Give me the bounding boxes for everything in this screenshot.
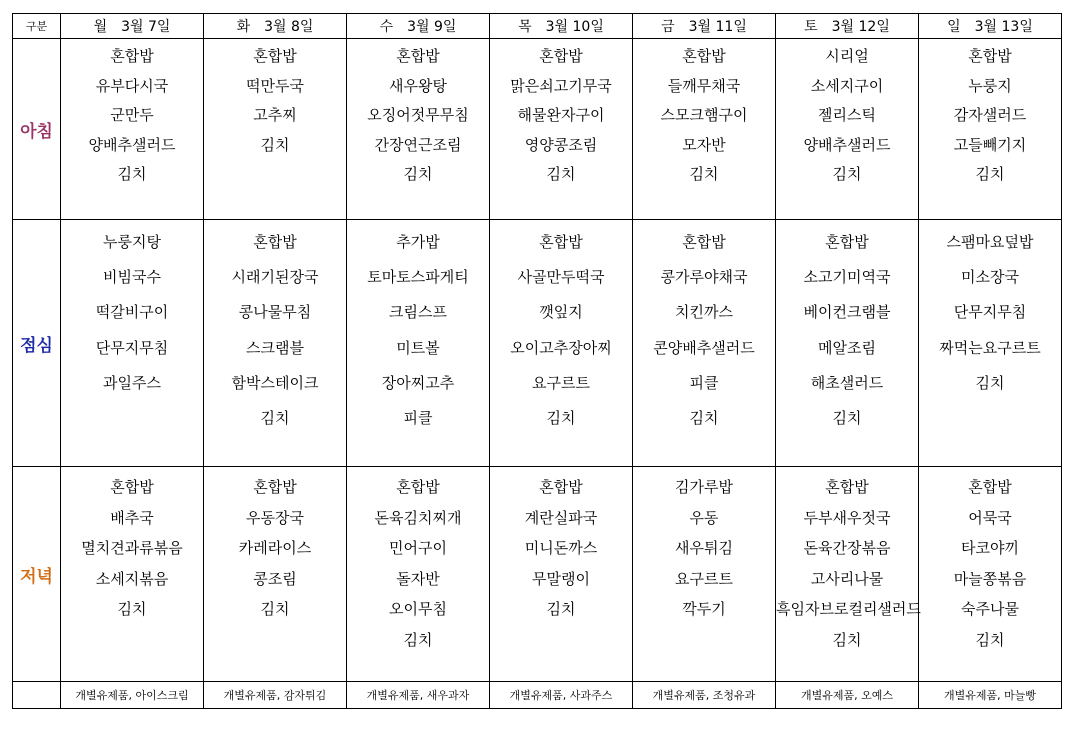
menu-item: 김치	[546, 408, 576, 427]
menu-item: 미트볼	[396, 338, 440, 357]
header-row	[13, 14, 1062, 39]
menu-item: 김치	[260, 135, 290, 154]
header-corner: 구분	[13, 14, 61, 39]
menu-list	[776, 467, 921, 656]
menu-list	[633, 467, 775, 625]
menu-item: 콘양배추샐러드	[653, 338, 755, 357]
menu-item: 스크램블	[246, 338, 304, 357]
day-header-wed	[347, 14, 490, 39]
menu-item: 소세지구이	[810, 76, 884, 95]
menu-item: 흑임자브로컬리샐러드	[776, 600, 921, 619]
menu-item: 배추국	[110, 508, 154, 527]
day-date: 3월 9일	[407, 19, 457, 35]
menu-item: 고추찌	[253, 106, 297, 125]
day-header-mon	[61, 14, 204, 39]
menu-list	[61, 467, 203, 625]
menu-item: 소세지볶음	[95, 569, 169, 588]
menu-item: 스팸마요덮밥	[946, 233, 1034, 251]
menu-item: 단무지무침	[953, 303, 1027, 322]
menu-list	[633, 220, 775, 436]
menu-item: 들깨무채국	[667, 76, 741, 95]
menu-list	[204, 467, 346, 625]
lunch-cell	[204, 220, 347, 467]
menu-item: 카레라이스	[238, 539, 312, 558]
dinner-cell	[347, 467, 490, 682]
menu-item: 우동장국	[246, 508, 304, 527]
snack-cell: 개별유제품, 감자튀김	[204, 682, 347, 709]
menu-item: 오이무침	[389, 600, 447, 619]
dinner-row	[13, 467, 1062, 682]
menu-item: 콩조림	[253, 569, 297, 588]
menu-item: 누룽지	[968, 76, 1012, 95]
day-name: 수	[379, 19, 394, 35]
menu-item: 짜먹는요구르트	[939, 338, 1041, 357]
menu-item: 떡갈비구이	[95, 303, 169, 322]
menu-item: 오징어젓무무침	[367, 106, 469, 125]
dinner-cell	[633, 467, 776, 682]
menu-item: 민어구이	[389, 539, 447, 558]
menu-item: 유부다시국	[95, 76, 169, 95]
menu-item: 혼합밥	[253, 47, 297, 65]
menu-item: 시래기된장국	[231, 268, 319, 287]
menu-item: 돈육김치찌개	[374, 508, 462, 527]
menu-list	[347, 39, 489, 190]
menu-item: 혼합밥	[825, 233, 869, 251]
menu-item: 새우왕탕	[389, 76, 447, 95]
menu-item: 크림스프	[389, 303, 447, 322]
menu-item: 오이고추장아찌	[510, 338, 612, 357]
day-name: 토	[804, 19, 818, 35]
day-date: 3월 11일	[688, 19, 747, 35]
menu-item: 콩가루야채국	[660, 268, 748, 287]
menu-item: 혼합밥	[110, 47, 154, 65]
menu-item: 간장연근조림	[374, 135, 462, 154]
menu-item: 스모크햄구이	[660, 106, 748, 125]
day-date: 3월 12일	[831, 19, 890, 35]
menu-item: 요구르트	[675, 569, 733, 588]
menu-item: 혼합밥	[968, 478, 1012, 496]
menu-item: 혼합밥	[682, 233, 726, 251]
day-date: 3월 8일	[264, 19, 314, 35]
menu-item: 혼합밥	[110, 478, 154, 496]
menu-item: 요구르트	[532, 373, 590, 392]
menu-list	[61, 39, 203, 190]
snack-cell: 개별유제품, 조청유과	[633, 682, 776, 709]
menu-item: 베이컨크램블	[803, 303, 891, 322]
day-date: 3월 7일	[121, 19, 171, 35]
menu-item: 김치	[403, 165, 433, 184]
menu-list	[490, 220, 632, 436]
lunch-cell	[633, 220, 776, 467]
menu-list	[919, 467, 1061, 656]
menu-item: 맑은쇠고기무국	[510, 76, 612, 95]
day-date: 3월 10일	[545, 19, 604, 35]
menu-item: 타코야끼	[961, 539, 1019, 558]
menu-item: 콩나물무침	[238, 303, 312, 322]
menu-item: 김치	[832, 630, 862, 649]
snack-cell: 개별유제품, 아이스크림	[61, 682, 204, 709]
menu-item: 혼합밥	[825, 478, 869, 496]
dinner-cell	[61, 467, 204, 682]
menu-item: 양배추샐러드	[803, 135, 891, 154]
snack-row	[13, 682, 1062, 709]
snack-label-empty	[13, 682, 61, 709]
menu-item: 양배추샐러드	[88, 135, 176, 154]
menu-item: 사골만두떡국	[517, 268, 605, 287]
menu-item: 계란실파국	[524, 508, 598, 527]
menu-item: 추가밥	[396, 233, 440, 251]
menu-item: 혼합밥	[539, 47, 583, 65]
breakfast-cell	[919, 39, 1062, 220]
day-header-sun	[919, 14, 1062, 39]
menu-list	[919, 220, 1061, 401]
dinner-cell	[776, 467, 919, 682]
menu-list	[490, 467, 632, 625]
menu-item: 김치	[260, 600, 290, 619]
menu-item: 김치	[975, 630, 1005, 649]
snack-cell: 개별유제품, 마늘빵	[919, 682, 1062, 709]
menu-item: 김치	[689, 408, 719, 427]
menu-item: 떡만두국	[246, 76, 304, 95]
menu-item: 깻잎지	[539, 303, 583, 322]
menu-item: 김치	[403, 630, 433, 649]
menu-item: 해초샐러드	[810, 373, 884, 392]
dinner-cell	[490, 467, 633, 682]
menu-item: 김치	[689, 165, 719, 184]
lunch-cell	[776, 220, 919, 467]
menu-item: 과일주스	[103, 373, 161, 392]
day-name: 일	[947, 19, 961, 35]
day-name: 월	[93, 19, 108, 35]
day-header-thu	[490, 14, 633, 39]
menu-item: 두부새우젓국	[803, 508, 891, 527]
weekly-meal-table	[12, 13, 1062, 709]
breakfast-row	[13, 39, 1062, 220]
menu-item: 감자샐러드	[953, 106, 1027, 125]
day-header-tue	[204, 14, 347, 39]
day-name: 목	[518, 19, 532, 35]
lunch-cell	[919, 220, 1062, 467]
menu-item: 치킨까스	[675, 303, 733, 322]
breakfast-cell	[490, 39, 633, 220]
menu-item: 시리얼	[825, 47, 869, 65]
menu-item: 김치	[832, 165, 862, 184]
snack-cell: 개별유제품, 사과주스	[490, 682, 633, 709]
menu-list	[490, 39, 632, 190]
breakfast-cell	[776, 39, 919, 220]
menu-list	[776, 220, 918, 436]
menu-list	[347, 220, 489, 436]
menu-item: 함박스테이크	[231, 373, 319, 392]
breakfast-cell	[61, 39, 204, 220]
menu-item: 영양콩조림	[524, 135, 598, 154]
menu-item: 김치	[546, 600, 576, 619]
lunch-row	[13, 220, 1062, 467]
dinner-cell	[204, 467, 347, 682]
menu-item: 김치	[546, 165, 576, 184]
menu-item: 돈육간장볶음	[803, 539, 891, 558]
menu-item: 군만두	[110, 106, 154, 125]
breakfast-cell	[633, 39, 776, 220]
menu-item: 김치	[975, 373, 1005, 392]
lunch-label: 점심	[13, 220, 61, 467]
menu-item: 혼합밥	[396, 478, 440, 496]
menu-item: 김치	[117, 600, 147, 619]
menu-list	[204, 39, 346, 160]
menu-item: 무말랭이	[532, 569, 590, 588]
menu-item: 토마토스파게티	[367, 268, 469, 287]
menu-item: 혼합밥	[396, 47, 440, 65]
menu-item: 모자반	[682, 135, 726, 154]
menu-item: 비빔국수	[103, 268, 161, 287]
day-name: 금	[661, 19, 675, 35]
menu-item: 마늘쫑볶음	[953, 569, 1027, 588]
breakfast-cell	[347, 39, 490, 220]
menu-item: 김가루밥	[675, 478, 733, 496]
menu-item: 메알조림	[818, 338, 876, 357]
menu-item: 혼합밥	[682, 47, 726, 65]
snack-cell: 개별유제품, 오예스	[776, 682, 919, 709]
menu-item: 단무지무침	[95, 338, 169, 357]
menu-item: 피클	[689, 373, 719, 392]
menu-list	[347, 467, 489, 656]
menu-item: 혼합밥	[539, 478, 583, 496]
lunch-cell	[347, 220, 490, 467]
snack-cell: 개별유제품, 새우과자	[347, 682, 490, 709]
breakfast-cell	[204, 39, 347, 220]
menu-item: 멸치견과류볶음	[81, 539, 183, 558]
menu-list	[919, 39, 1061, 190]
day-date: 3월 13일	[974, 19, 1033, 35]
menu-item: 숙주나물	[961, 600, 1019, 619]
lunch-cell	[490, 220, 633, 467]
menu-item: 김치	[260, 408, 290, 427]
dinner-cell	[919, 467, 1062, 682]
menu-item: 혼합밥	[253, 233, 297, 251]
menu-item: 어묵국	[968, 508, 1012, 527]
menu-item: 돌자반	[396, 569, 440, 588]
menu-item: 김치	[832, 408, 862, 427]
menu-item: 김치	[975, 165, 1005, 184]
menu-item: 혼합밥	[539, 233, 583, 251]
menu-item: 깍두기	[682, 600, 726, 619]
breakfast-label: 아침	[13, 39, 61, 220]
menu-list	[776, 39, 918, 190]
menu-item: 혼합밥	[968, 47, 1012, 65]
menu-item: 누룽지탕	[103, 233, 161, 251]
menu-item: 미니돈까스	[524, 539, 598, 558]
menu-list	[61, 220, 203, 401]
day-header-fri	[633, 14, 776, 39]
menu-item: 피클	[403, 408, 433, 427]
menu-list	[633, 39, 775, 190]
menu-item: 해물완자구이	[517, 106, 605, 125]
menu-item: 혼합밥	[253, 478, 297, 496]
dinner-label: 저녁	[13, 467, 61, 682]
day-name: 화	[236, 19, 251, 35]
menu-item: 소고기미역국	[803, 268, 891, 287]
menu-list	[204, 220, 346, 436]
menu-item: 젤리스틱	[818, 106, 876, 125]
lunch-cell	[61, 220, 204, 467]
menu-item: 장아찌고추	[381, 373, 455, 392]
menu-item: 고들빼기지	[953, 135, 1027, 154]
menu-item: 미소장국	[961, 268, 1019, 287]
day-header-sat	[776, 14, 919, 39]
menu-item: 새우튀김	[675, 539, 733, 558]
menu-item: 고사리나물	[810, 569, 884, 588]
menu-item: 김치	[117, 165, 147, 184]
menu-item: 우동	[689, 508, 719, 527]
